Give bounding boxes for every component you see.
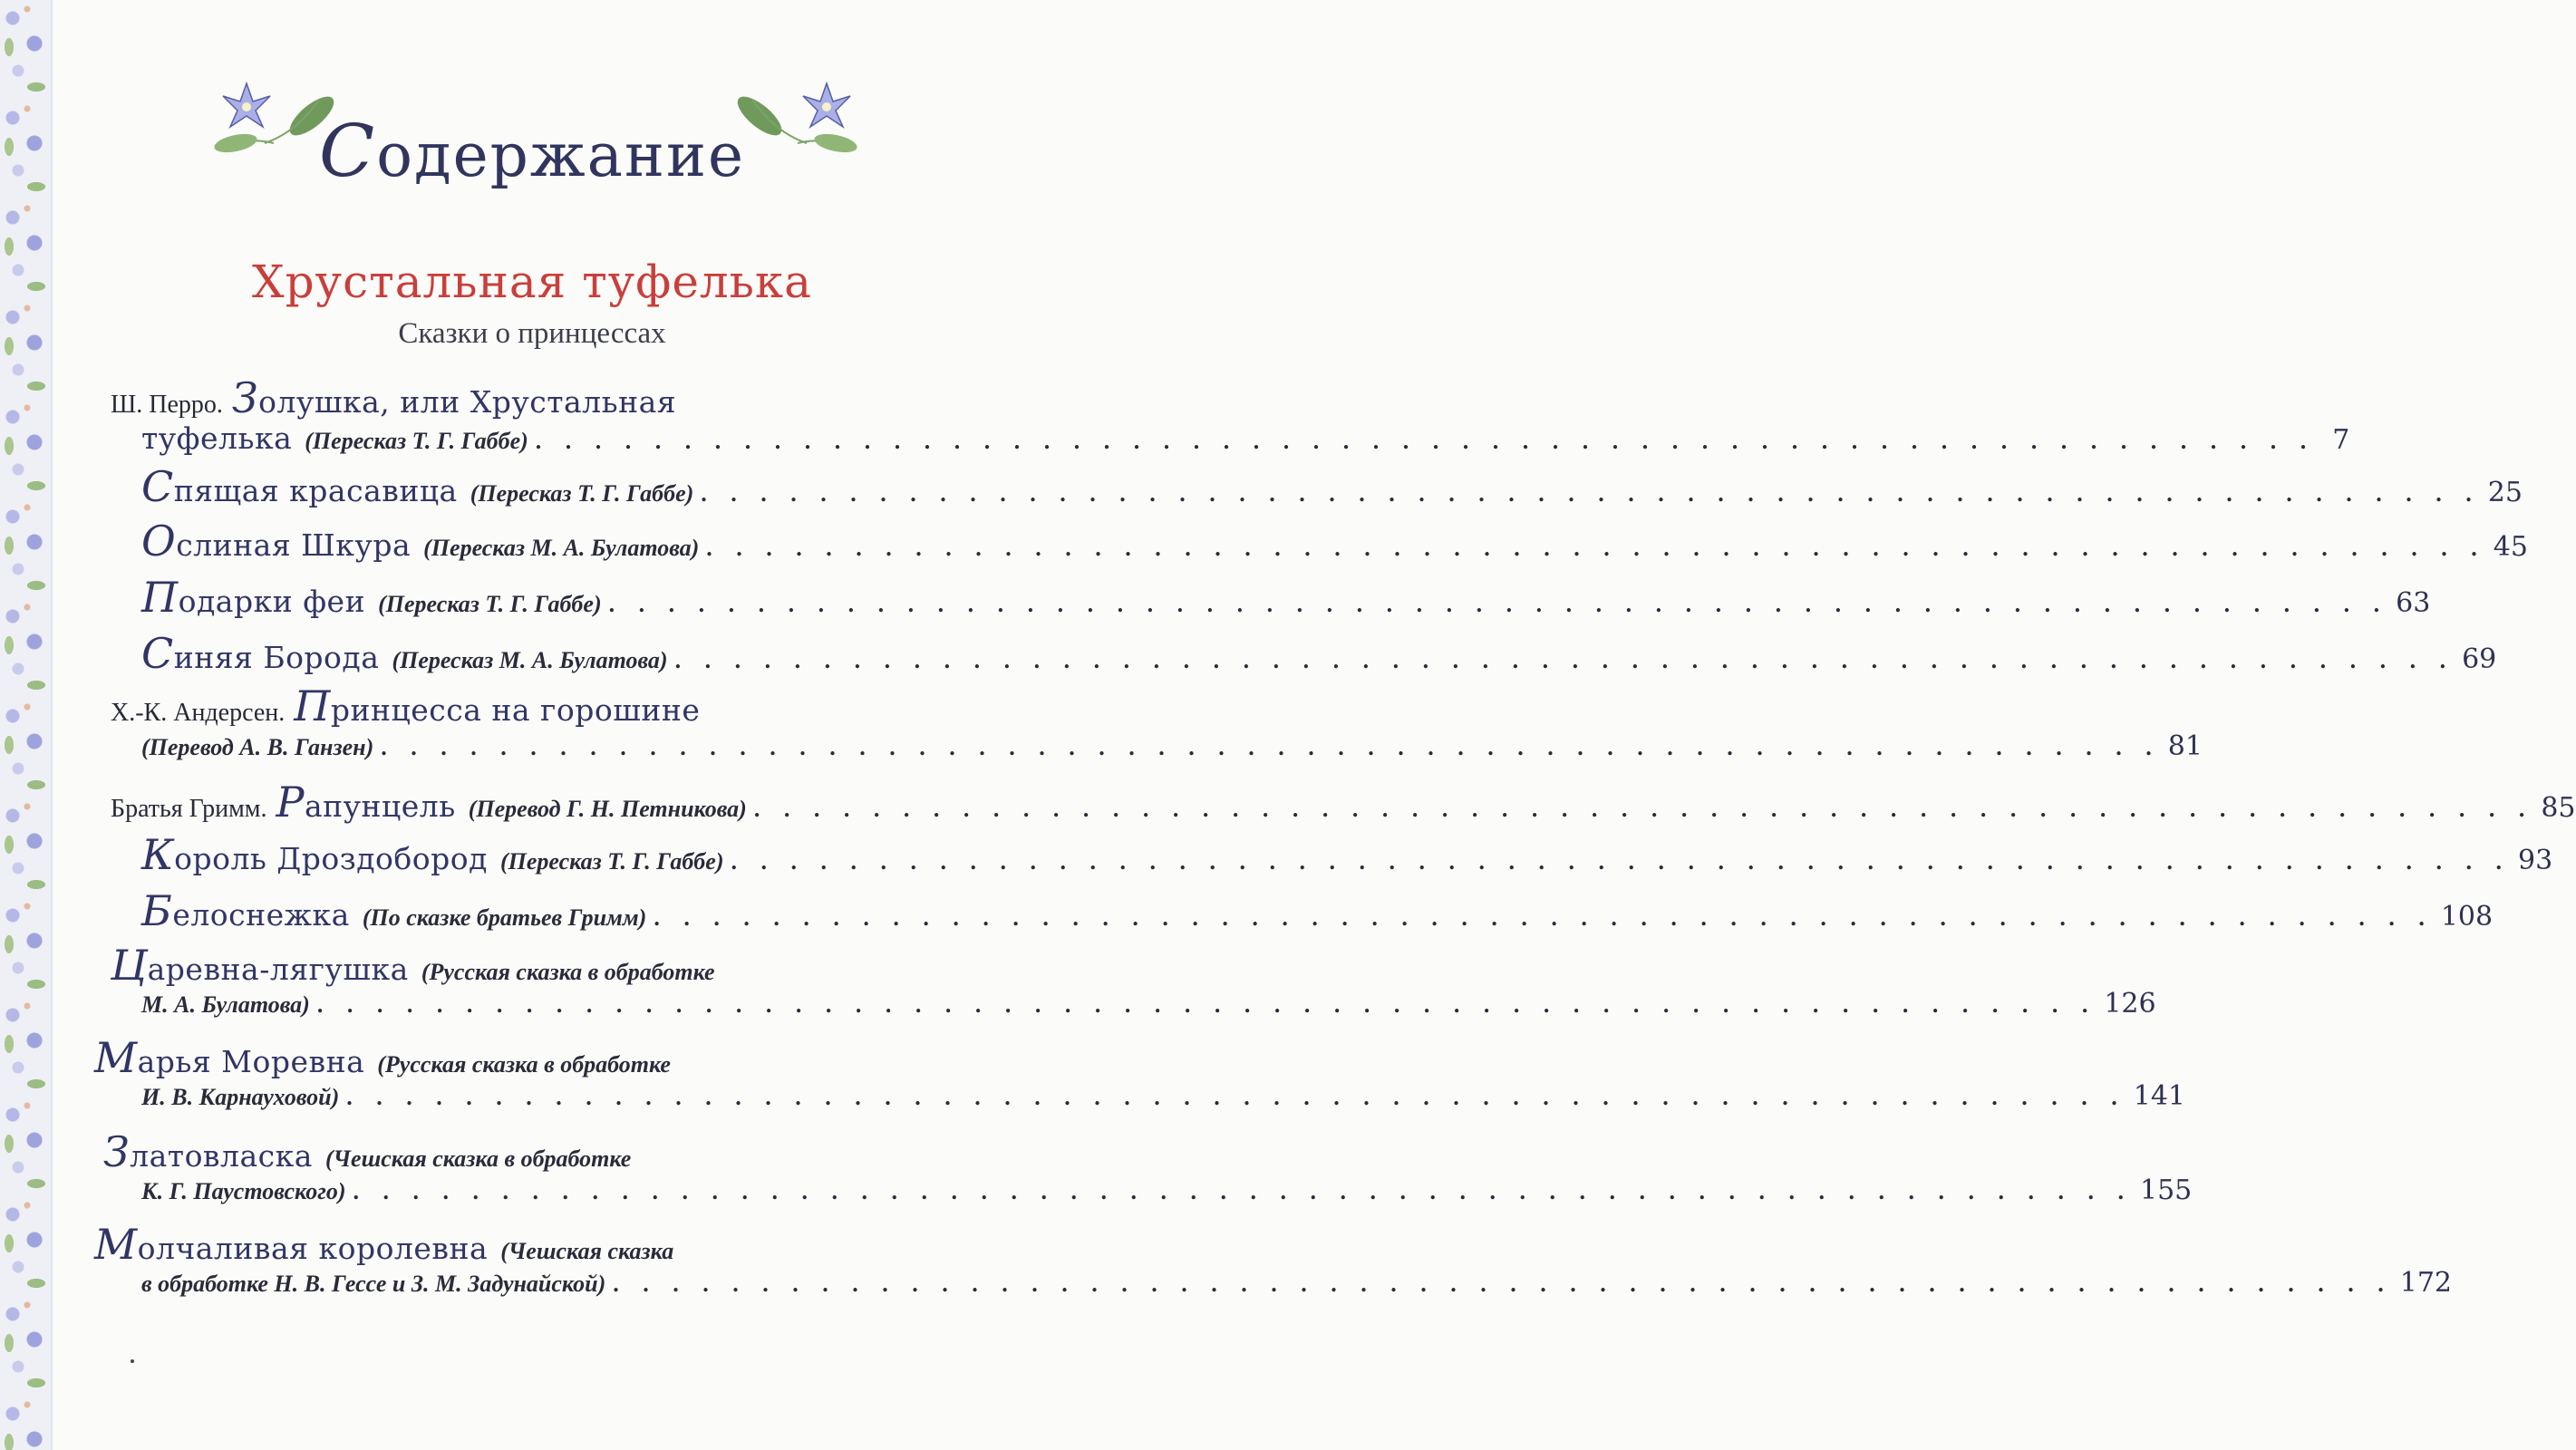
dot-leader xyxy=(706,535,2486,562)
author-name: Ш. Перро. xyxy=(111,391,223,419)
translator-note: (Пересказ М. А. Булатова) xyxy=(423,535,700,561)
page-number: 126 xyxy=(2104,988,2156,1020)
translator-note: в обработке Н. В. Гессе и З. М. Задунайской) xyxy=(141,1271,606,1297)
tale-title: Синяя Борода xyxy=(141,629,380,678)
page-number: 85 xyxy=(2541,792,2576,824)
page-title: Содержание xyxy=(319,109,745,193)
tale-title: Спящая красавица xyxy=(141,462,458,511)
toc-entry xyxy=(141,1174,2193,1206)
tale-title: Принцесса на горошине xyxy=(294,682,701,730)
tale-title: Молчаливая королевна xyxy=(94,1220,489,1269)
toc-entry xyxy=(111,941,963,990)
section-subtitle: Сказки о принцессах xyxy=(398,317,666,350)
page-number: 93 xyxy=(2517,845,2553,876)
author-name: Х.-К. Андерсен. xyxy=(111,699,286,727)
dot-leader xyxy=(346,1084,2126,1111)
page-number: 63 xyxy=(2396,587,2431,619)
page-number: 45 xyxy=(2493,531,2528,563)
section-title: Хрустальная туфелька xyxy=(252,256,812,308)
page-number: 155 xyxy=(2139,1174,2193,1206)
dot-leader xyxy=(613,1271,2393,1298)
toc-entry xyxy=(111,778,2576,826)
dot-leader xyxy=(353,1178,2133,1205)
tale-title: Ослиная Шкура xyxy=(141,517,412,566)
toc-entry xyxy=(141,573,2431,622)
dot-leader xyxy=(609,591,2389,618)
toc-entry xyxy=(141,886,2494,935)
translator-note: (Русская сказка в обработке xyxy=(377,1051,671,1078)
border-shadow xyxy=(51,0,53,1450)
translator-note: (Пересказ М. А. Булатова) xyxy=(392,647,668,673)
translator-note: (По сказке братьев Гримм) xyxy=(362,904,647,931)
toc-entry xyxy=(94,1033,963,1082)
translator-note: И. В. Карнауховой) xyxy=(141,1084,340,1110)
translator-note: М. А. Булатова) xyxy=(141,991,310,1018)
page-number: 108 xyxy=(2440,901,2494,933)
dot-leader xyxy=(317,991,2097,1019)
translator-note: (Пересказ Т. Г. Габбе) xyxy=(470,480,694,507)
page-number: 7 xyxy=(2332,424,2350,456)
tale-title: Белоснежка xyxy=(141,886,350,935)
page-number: 172 xyxy=(2399,1267,2452,1299)
translator-note: (Чешская сказка в обработке xyxy=(324,1146,632,1172)
toc-entry xyxy=(141,462,2523,511)
toc-entry xyxy=(141,1267,2452,1299)
tale-title: Король Дроздобород xyxy=(141,830,488,879)
toc-entry xyxy=(141,730,2203,762)
floral-border xyxy=(0,0,51,1450)
page-number: 141 xyxy=(2133,1080,2185,1112)
toc-entry xyxy=(141,629,2497,678)
translator-note: (Русская сказка в обработке xyxy=(421,959,715,985)
toc-entry xyxy=(111,682,963,730)
translator-note: (Пересказ Т. Г. Габбе) xyxy=(305,428,528,454)
translator-note: (Чешская сказка xyxy=(500,1238,674,1264)
page-number: 69 xyxy=(2462,643,2497,675)
toc-entry xyxy=(141,830,2553,879)
translator-note: (Перевод Г. Н. Петникова) xyxy=(468,796,747,822)
translator-note: (Пересказ Т. Г. Габбе) xyxy=(499,848,724,875)
dot-leader xyxy=(536,428,2316,455)
page-number: 81 xyxy=(2167,730,2203,762)
toc-entry xyxy=(94,1220,963,1269)
toc-entry xyxy=(141,1080,2185,1112)
author-name: Братья Гримм. xyxy=(111,795,267,823)
toc-entry xyxy=(141,988,2156,1020)
tale-title: Рапунцель xyxy=(276,778,456,826)
dot-leader xyxy=(731,848,2511,875)
print-speck xyxy=(131,1359,134,1363)
tale-title: Марья Моревна xyxy=(94,1033,365,1082)
toc-entry xyxy=(103,1127,963,1176)
toc-entry xyxy=(141,420,2350,456)
tale-title: Царевна-лягушка xyxy=(111,941,409,990)
tale-title: туфелька xyxy=(141,420,293,456)
dot-leader xyxy=(675,647,2455,674)
tale-title: Подарки феи xyxy=(141,573,366,622)
translator-note: К. Г. Паустовского) xyxy=(141,1178,346,1204)
translator-note: (Пересказ Т. Г. Габбе) xyxy=(378,591,602,617)
toc-entry xyxy=(141,517,2528,566)
dot-leader xyxy=(381,734,2161,761)
toc-entry xyxy=(111,373,963,422)
dot-leader xyxy=(654,904,2434,932)
translator-note: (Перевод А. В. Ганзен) xyxy=(141,734,374,760)
tale-title: Златовласка xyxy=(103,1127,313,1176)
tale-title: Золушка, или Хрустальная xyxy=(231,373,677,422)
dot-leader xyxy=(701,480,2481,508)
page-number: 25 xyxy=(2487,477,2523,508)
dot-leader xyxy=(754,796,2534,823)
